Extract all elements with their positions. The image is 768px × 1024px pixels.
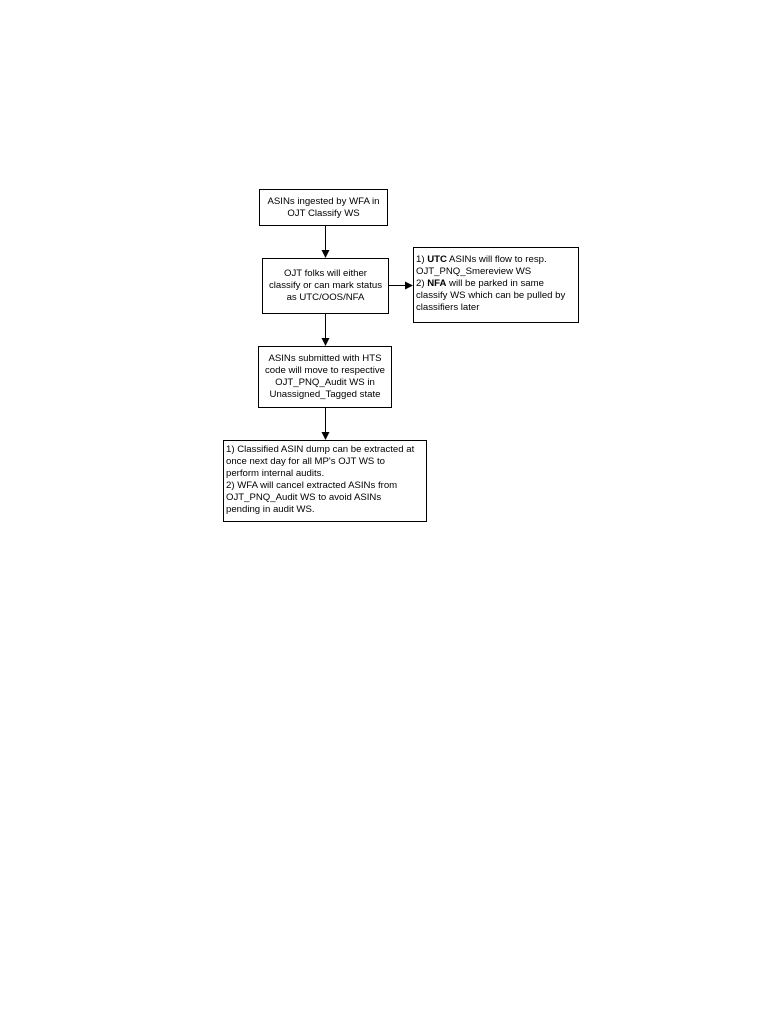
node-asins-ingested — [259, 189, 388, 226]
note-item-text: classifiers later — [416, 302, 480, 313]
node-asins-submitted — [258, 346, 392, 408]
note-item-number: 1) — [416, 254, 428, 265]
note-item-text: ASINs will flow to resp. — [446, 254, 547, 265]
node-text-line: 2) WFA will cancel extracted ASINs from — [226, 480, 398, 491]
node-text-line: OJT_PNQ_Audit WS to avoid ASINs — [226, 492, 382, 503]
node-text-line: Unassigned_Tagged state — [269, 389, 381, 400]
note-item-number: 2) — [416, 278, 428, 289]
node-ojt-classify — [262, 258, 389, 314]
node-text-line: as UTC/OOS/NFA — [286, 292, 365, 303]
status-nfa-label: NFA — [427, 278, 447, 289]
note-item-utc — [416, 254, 576, 266]
note-item-text: OJT_PNQ_Smereview WS — [416, 266, 532, 277]
node-text-line: classify or can mark status — [268, 280, 383, 291]
node-text-line: OJT Classify WS — [287, 207, 360, 219]
status-utc-label: UTC — [427, 254, 447, 265]
node-dump-and-cancel — [223, 440, 427, 522]
node-text-line: code will move to respective — [265, 365, 385, 376]
node-text-line: ASINs submitted with HTS — [268, 353, 382, 364]
note-item-text: classify WS which can be pulled by — [416, 290, 566, 301]
node-text-line: ASINs ingested by WFA in — [267, 195, 380, 207]
note-item-text: will be parked in same — [446, 278, 544, 289]
note-item-nfa — [416, 278, 576, 290]
node-text-line: OJT_PNQ_Audit WS in — [275, 377, 375, 388]
node-text-line: pending in audit WS. — [226, 504, 315, 515]
node-text-line: OJT folks will either — [284, 268, 367, 279]
node-text-line: once next day for all MP's OJT WS to — [226, 456, 385, 467]
node-text-line: perform internal audits. — [226, 468, 325, 479]
node-text-line: 1) Classified ASIN dump can be extracted at — [226, 444, 415, 455]
node-status-routing-notes — [413, 247, 579, 323]
